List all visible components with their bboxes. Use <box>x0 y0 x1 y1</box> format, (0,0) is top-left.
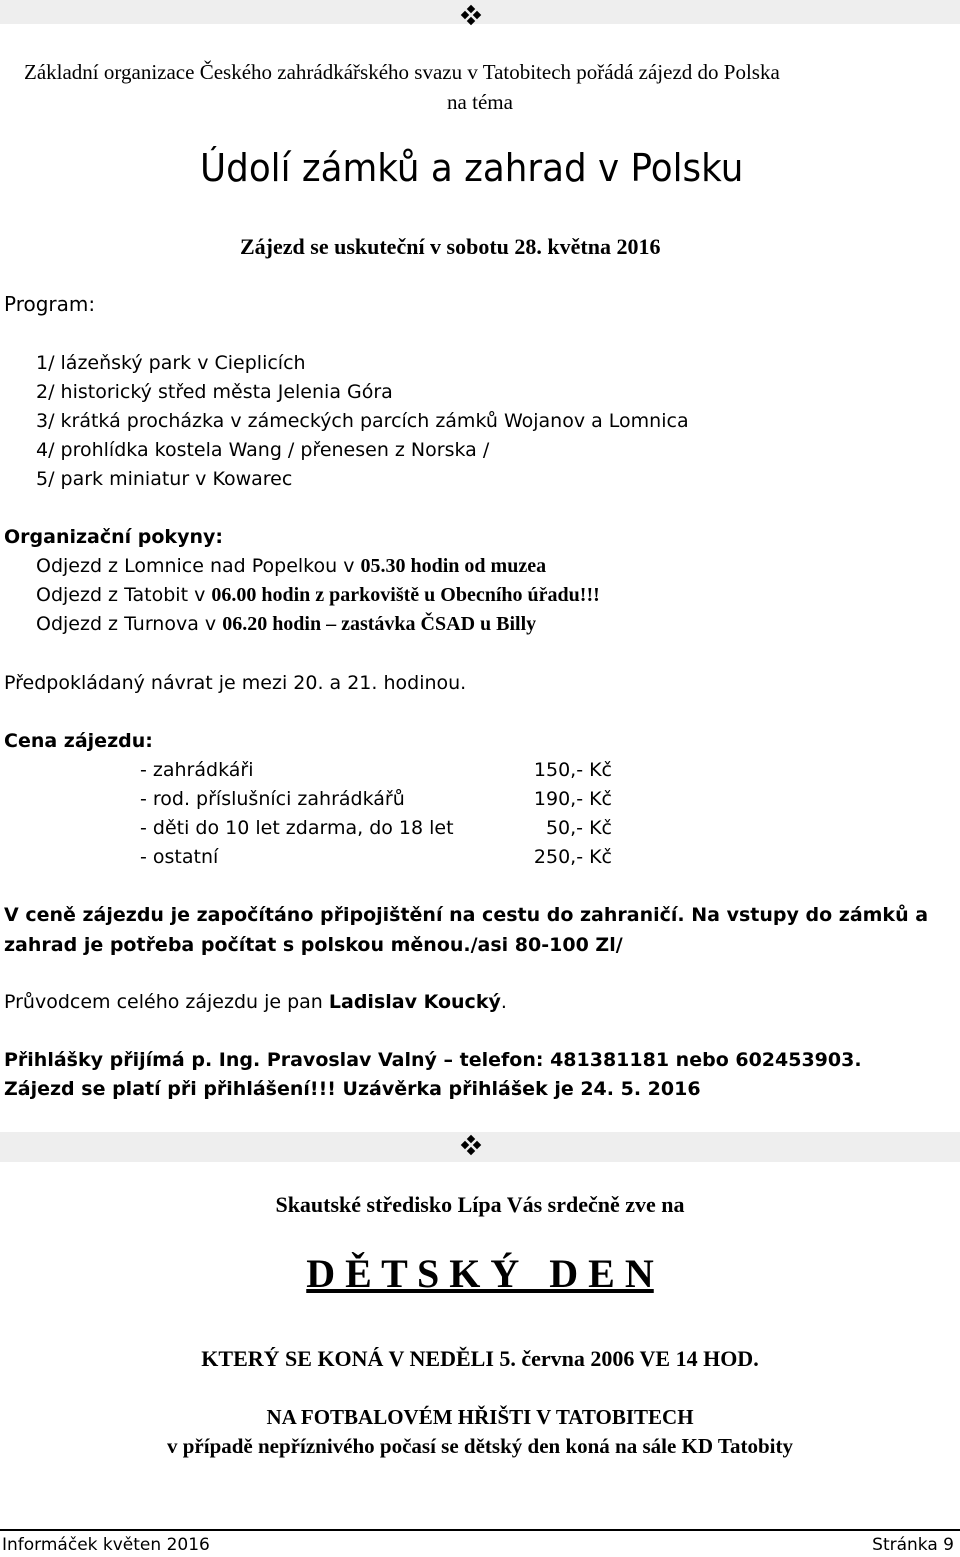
guide-prefix: Průvodcem celého zájezdu je pan <box>4 991 329 1013</box>
departure-time: 06.20 hodin – zastávka ČSAD u Billy <box>222 613 537 635</box>
footer-right: Stránka 9 <box>872 1535 954 1555</box>
program-item: 1/ lázeňský park v Cieplicích <box>36 352 306 374</box>
program-item: 5/ park miniatur v Kowarec <box>36 468 293 490</box>
registration-line-2: Zájezd se platí při přihlášení!!! Uzávěrka přihlášek je 24. 5. 2016 <box>4 1078 701 1100</box>
event-rain-note: v případě nepříznivého počasí se dětský den koná na sále KD Tatobity <box>166 1434 794 1458</box>
separator-band <box>0 1132 960 1162</box>
departure-time: 05.30 hodin od muzea <box>360 555 547 577</box>
program-item: 4/ prohlídka kostela Wang / přenesen z Norska / <box>36 439 490 461</box>
footer-rule <box>0 1529 960 1531</box>
diamond-bullet-icon <box>462 6 480 24</box>
program-item: 2/ historický střed města Jelenia Góra <box>36 381 393 403</box>
insurance-line-2: zahrad je potřeba počítat s polskou měnou./asi 80-100 Zl/ <box>4 934 623 956</box>
departure-prefix: Odjezd z Lomnice nad Popelkou v <box>36 555 361 577</box>
intro-line-1: Základní organizace Českého zahrádkářského svazu v Tatobitech pořádá zájezd do Polska <box>24 60 780 84</box>
date-line: Zájezd se uskuteční v sobotu 28. května 2016 <box>240 234 661 259</box>
departure-row <box>36 613 536 636</box>
event-title: D Ě T S K Ý D E N <box>306 1251 654 1296</box>
event-where: NA FOTBALOVÉM HŘIŠTI V TATOBITECH <box>266 1405 694 1429</box>
program-item: 3/ krátká procházka v zámeckých parcích zámků Wojanov a Lomnica <box>36 410 689 432</box>
return-time: Předpokládaný návrat je mezi 20. a 21. hodinou. <box>4 672 467 694</box>
organization-heading: Organizační pokyny: <box>4 526 223 548</box>
price-label: - rod. příslušníci zahrádkářů <box>140 788 405 810</box>
price-label: - zahrádkáři <box>140 759 254 781</box>
top-band <box>0 0 960 24</box>
registration-line-1: Přihlášky přijímá p. Ing. Pravoslav Valný – telefon: 481381181 nebo 602453903. <box>4 1049 862 1071</box>
price-label: - děti do 10 let zdarma, do 18 let <box>140 817 454 839</box>
price-value: 150,- Kč <box>533 759 612 781</box>
price-value: 190,- Kč <box>533 788 612 810</box>
event-when: KTERÝ SE KONÁ V NEDĚLI 5. června 2006 VE 14 HOD. <box>201 1346 759 1371</box>
price-value: 250,- Kč <box>533 846 612 868</box>
departure-prefix: Odjezd z Tatobit v <box>36 584 212 606</box>
guide-name: Ladislav Koucký <box>328 991 501 1013</box>
guide-suffix: . <box>500 991 507 1013</box>
departure-time: 06.00 hodin z parkoviště u Obecního úřadu!!! <box>211 584 600 606</box>
departure-prefix: Odjezd z Turnova v <box>36 613 223 635</box>
intro-line-2: na téma <box>447 90 513 114</box>
departure-row <box>36 584 600 607</box>
guide-line <box>4 991 507 1013</box>
price-value: 50,- Kč <box>545 817 612 839</box>
insurance-line-1: V ceně zájezdu je započítáno připojištění na cestu do zahraničí. Na vstupy do zámků a <box>4 904 929 926</box>
departure-row <box>36 555 546 578</box>
footer-left: Informáček květen 2016 <box>2 1535 210 1555</box>
scouts-invite: Skautské středisko Lípa Vás srdečně zve na <box>275 1192 685 1217</box>
price-label: - ostatní <box>140 846 219 868</box>
program-label: Program: <box>4 292 96 316</box>
diamond-bullet-icon <box>462 1136 480 1154</box>
price-heading: Cena zájezdu: <box>4 730 153 752</box>
page-title: Údolí zámků a zahrad v Polsku <box>200 146 744 190</box>
